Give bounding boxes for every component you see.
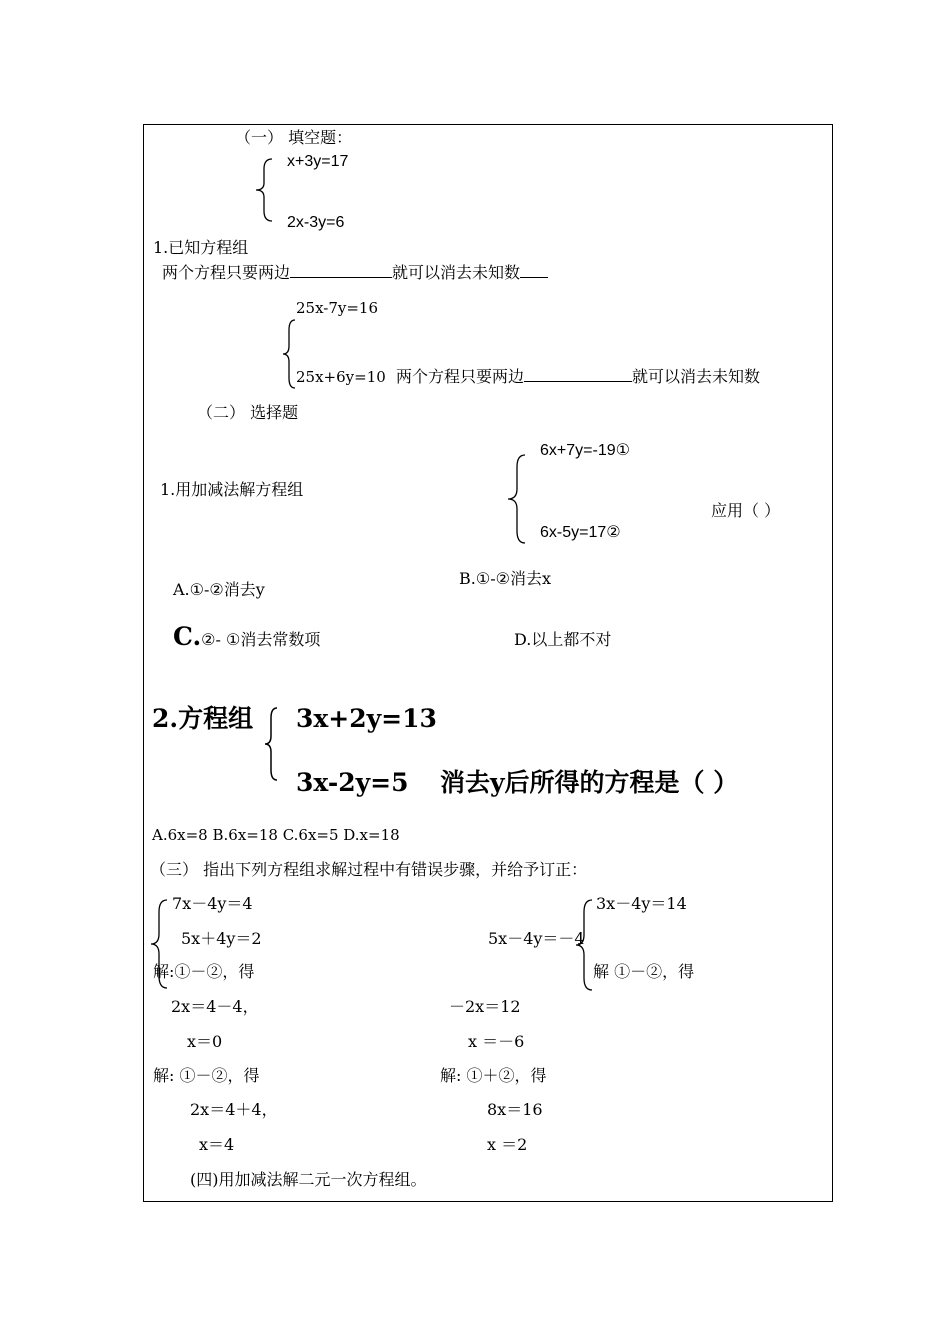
left-step3: x＝0 <box>187 1032 223 1051</box>
q2-fill-line <box>296 367 760 387</box>
right-fix1: 解: ①＋②，得 <box>440 1066 547 1085</box>
q2-text-a: 两个方程只要两边 <box>395 367 524 386</box>
q2-text-b: 就可以消去未知数 <box>631 367 760 386</box>
mc1-option-c[interactable] <box>173 622 321 651</box>
left-fix3: x＝4 <box>199 1135 235 1154</box>
mc1-option-c-text: ②- ①消去常数项 <box>201 630 321 649</box>
q1-blank-2[interactable] <box>520 263 548 278</box>
mc2-eq2: 3x-2y=5 <box>296 768 409 797</box>
section4-heading: (四)用加减法解二元一次方程组。 <box>190 1170 427 1189</box>
mc1-option-a[interactable]: A.①-②消去y <box>173 580 265 599</box>
right-eq2: 5x－4y＝－4 <box>488 929 585 948</box>
q2-eq1: 25x-7y=16 <box>296 299 379 317</box>
right-eq1: 3x－4y＝14 <box>596 894 687 913</box>
q1-eq1: x+3y=17 <box>287 153 349 170</box>
left-fix2: 2x＝4＋4， <box>190 1100 278 1119</box>
mc1-suffix: 应用（ ） <box>711 501 781 520</box>
right-step2: －2x＝12 <box>449 997 521 1016</box>
mc2-options[interactable]: A.6x=8 B.6x=18 C.6x=5 D.x=18 <box>152 826 400 844</box>
section2-heading: （二） 选择题 <box>197 403 299 422</box>
q2-eq2: 25x+6y=10 <box>296 368 386 386</box>
left-step1: 解:①－②，得 <box>153 962 255 981</box>
section1-heading: （一） 填空题： <box>235 128 353 147</box>
right-step1: 解 ①－②，得 <box>593 962 695 981</box>
brace-q1-1 <box>252 157 276 223</box>
brace-mc1 <box>505 453 529 545</box>
q2-blank-1[interactable] <box>524 367 632 382</box>
mc1-option-d[interactable]: D.以上都不对 <box>514 630 612 649</box>
mc2-suffix: 消去y后所得的方程是（ ） <box>440 768 739 797</box>
right-fix3: x ＝2 <box>487 1135 528 1154</box>
right-step3: x ＝－6 <box>468 1032 525 1051</box>
left-eq1: 7x－4y＝4 <box>172 894 253 913</box>
brace-mc2 <box>262 706 280 782</box>
mc2-prompt: 2.方程组 <box>152 704 254 733</box>
section3-heading: （三） 指出下列方程组求解过程中有错误步骤，并给予订正： <box>150 860 588 879</box>
q1-text-b: 就可以消去未知数 <box>392 263 521 282</box>
left-eq2: 5x＋4y＝2 <box>181 929 262 948</box>
mc1-eq2: 6x-5y=17② <box>540 524 621 541</box>
left-step2: 2x＝4－4， <box>171 997 259 1016</box>
right-fix2: 8x＝16 <box>487 1100 543 1119</box>
mc1-option-c-letter: C. <box>173 622 202 651</box>
q1-blank-1[interactable] <box>290 263 392 278</box>
mc1-eq1: 6x+7y=-19① <box>540 442 630 459</box>
left-fix1: 解: ①－②，得 <box>153 1066 260 1085</box>
q1-fill-line <box>162 263 548 283</box>
mc1-prompt: 1.用加减法解方程组 <box>160 480 304 499</box>
q1-eq2: 2x-3y=6 <box>287 214 345 231</box>
mc2-eq1: 3x+2y=13 <box>296 704 437 733</box>
q1-text-a: 两个方程只要两边 <box>162 263 291 282</box>
q1-prompt: 1.已知方程组 <box>153 238 249 257</box>
mc1-option-b[interactable]: B.①-②消去x <box>459 569 551 588</box>
